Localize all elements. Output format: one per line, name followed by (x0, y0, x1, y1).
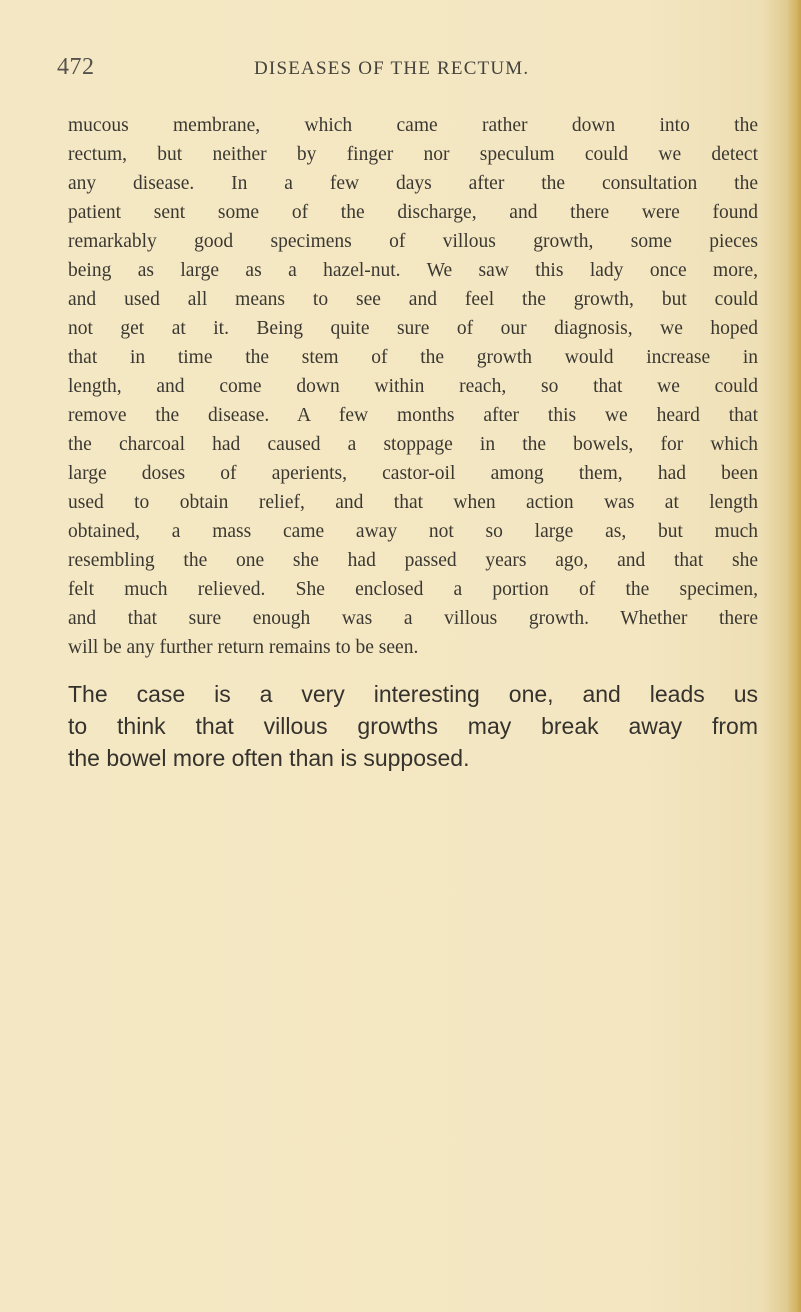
text-line: obtained, a mass came away not so large as, but much (68, 521, 758, 542)
text-line: used to obtain relief, and that when action was at length (68, 492, 758, 513)
paragraph (68, 111, 758, 662)
text-line: length, and come down within reach, so that we could (68, 376, 758, 397)
text-line: large doses of aperients, castor-oil among them, had been (68, 463, 758, 484)
text-line: to think that villous growths may break away from (68, 713, 758, 739)
running-head: DISEASES OF THE RECTUM. (254, 58, 530, 79)
text-line: will be any further return remains to be seen. (68, 637, 419, 658)
text-line: that in time the stem of the growth would increase in (68, 347, 758, 368)
text-line: remove the disease. A few months after this we heard that (68, 405, 758, 426)
text-line: remarkably good specimens of villous growth, some pieces (68, 231, 758, 252)
text-line: and that sure enough was a villous growth. Whether there (68, 608, 758, 629)
text-line: any disease. In a few days after the consultation the (68, 173, 758, 194)
text-line: patient sent some of the discharge, and there were found (68, 202, 758, 223)
text-line: the charcoal had caused a stoppage in the bowels, for which (68, 434, 758, 455)
page-number: 472 (57, 54, 95, 80)
text-line: the bowel more often than is supposed. (68, 745, 470, 771)
text-line: The case is a very interesting one, and leads us (68, 681, 758, 707)
text-line: being as large as a hazel-nut. We saw this lady once more, (68, 260, 758, 281)
text-line: resembling the one she had passed years ago, and that she (68, 550, 758, 571)
page-header (57, 54, 762, 84)
page-edge (787, 0, 801, 1312)
concluding-paragraph (68, 678, 758, 774)
text-line: rectum, but neither by finger nor speculum could we detect (68, 144, 758, 165)
text-line: mucous membrane, which came rather down into the (68, 115, 758, 136)
text-line: not get at it. Being quite sure of our diagnosis, we hoped (68, 318, 758, 339)
text-line: felt much relieved. She enclosed a portion of the specimen, (68, 579, 758, 600)
text-line: and used all means to see and feel the growth, but could (68, 289, 758, 310)
